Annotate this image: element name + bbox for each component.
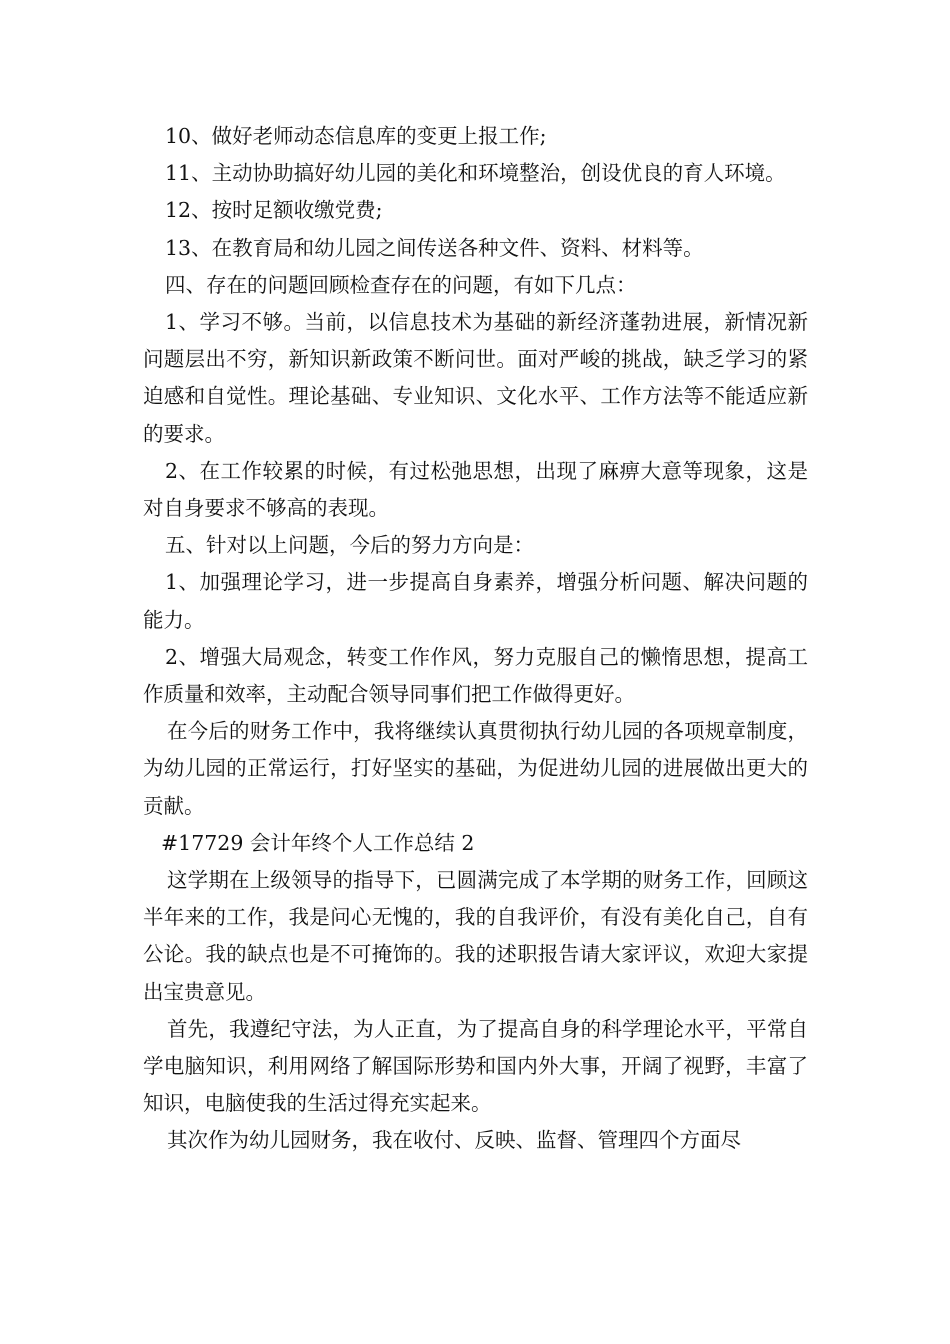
direction-item-1: 1、加强理论学习，进一步提高自身素养，增强分析问题、解决问题的能力。 [143,570,808,632]
document-body [143,118,808,1160]
summary-paragraph-second: 其次作为幼儿园财务，我在收付、反映、监督、管理四个方面尽 [167,1128,741,1153]
paragraph-item-12: 12、按时足额收缴党费; [165,198,383,223]
section-heading-problems: 四、存在的问题回顾检查存在的问题，有如下几点： [165,272,637,297]
section-heading-directions: 五、针对以上问题，今后的努力方向是： [165,533,534,558]
summary-paragraph-first: 首先，我遵纪守法，为人正直，为了提高自身的科学理论水平，平常自学电脑知识，利用网络了解国际形势和国内外大事，开阔了视野，丰富了知识，电脑使我的生活过得充实起来。 [143,1016,808,1116]
summary-paragraph-intro: 这学期在上级领导的指导下，已圆满完成了本学期的财务工作，回顾这半年来的工作，我是问心无愧的，我的自我评价，有没有美化自己，自有公论。我的缺点也是不可掩饰的。我的述职报告请大家评议，欢迎大家提出宝贵意见。 [143,868,808,1004]
paragraph-item-11: 11、主动协助搞好幼儿园的美化和环境整治，创设优良的育人环境。 [165,161,786,186]
closing-paragraph: 在今后的财务工作中，我将继续认真贯彻执行幼儿园的各项规章制度，为幼儿园的正常运行，打好坚实的基础，为促进幼儿园的进展做出更大的贡献。 [143,719,808,818]
paragraph-item-13: 13、在教育局和幼儿园之间传送各种文件、资料、材料等。 [165,235,704,260]
problem-item-1: 1、学习不够。当前，以信息技术为基础的新经济蓬勃进展，新情况新问题层出不穷，新知识新政策不断问世。面对严峻的挑战，缺乏学习的紧迫感和自觉性。理论基础、专业知识、文化水平、工作方法等不能适应新的要求。 [143,310,808,446]
paragraph-item-10: 10、做好老师动态信息库的变更上报工作; [165,124,547,148]
direction-item-2: 2、增强大局观念，转变工作作风，努力克服自己的懒惰思想，提高工作质量和效率，主动配合领导同事们把工作做得更好。 [143,644,808,707]
document-subtitle: #17729 会计年终个人工作总结 2 [161,830,475,855]
problem-item-2: 2、在工作较累的时候，有过松弛思想，出现了麻痹大意等现象，这是对自身要求不够高的表现。 [143,458,808,521]
